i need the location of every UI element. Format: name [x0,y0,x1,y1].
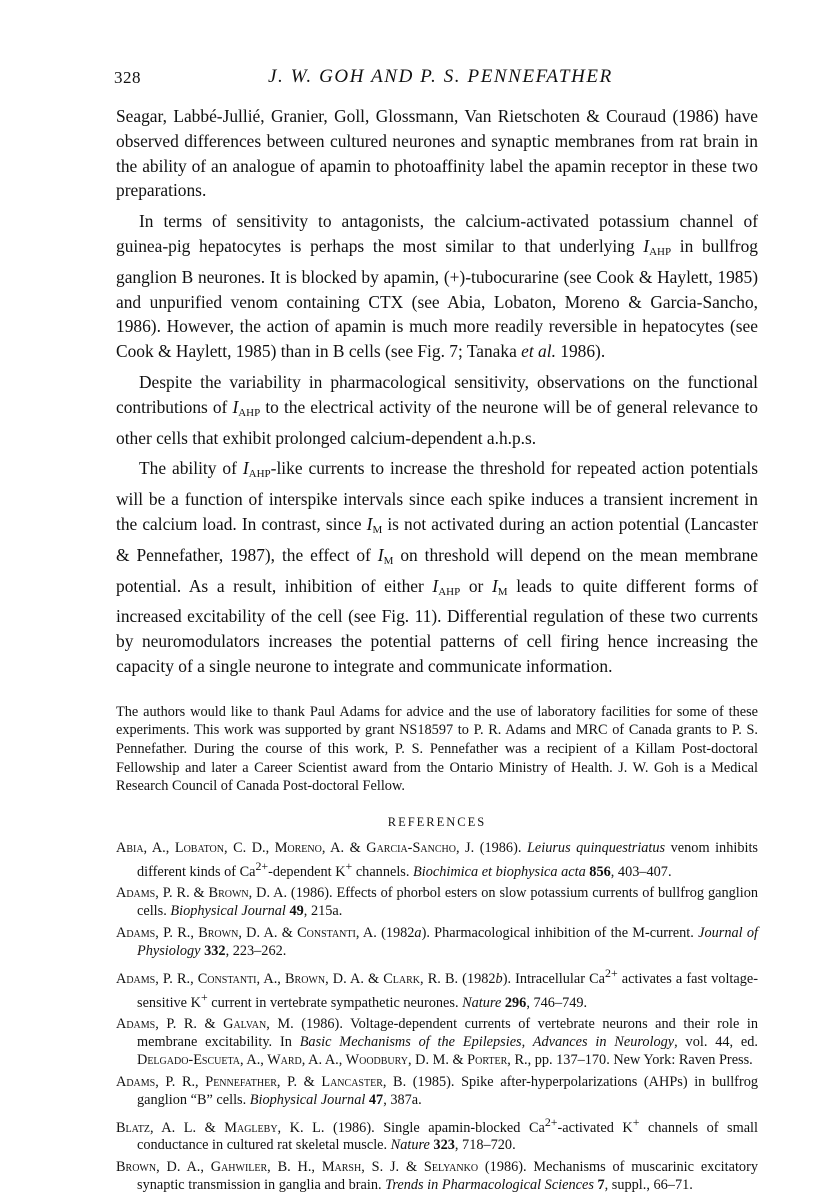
reference-item: Adams, P. R., Pennefather, P. & Lancaster, B. (1985). Spike after-hyperpolarizations (AHPs) in bullfrog ganglion “B” cells. Biophysical Journal 47, 387a. [116,1073,758,1108]
reference-volume: 856 [585,863,611,880]
reference-authors: Adams, P. R., Brown, D. A. & Constanti, A. [116,925,377,942]
current-subscript: AHP [438,585,461,598]
current-symbol: I [366,513,373,534]
reference-item: Adams, P. R. & Brown, D. A. (1986). Effects of phorbol esters on slow potassium currents of bullfrog ganglion cells. Biophysical Journal 49, 215a. [116,885,758,920]
reference-volume: 49 [285,903,304,920]
page-number: 328 [114,68,141,87]
reference-journal: Nature [390,1137,430,1154]
reference-item: Adams, P. R., Constanti, A., Brown, D. A. & Clark, R. B. (1982b). Intracellular $Ca^{2+}$ activates a fast voltage-sensitive K+ current in vertebrate sympathetic neurones. Nature 296, 746–749. [116,965,759,1011]
reference-item: Blatz, A. L. & Magleby, K. L. (1986). Single apamin-blocked $Ca^{2+}$-activated K+ channels of small conductance in cultured rat skeletal muscle. Nature 323, 718–720. [116,1114,758,1154]
page [116,64,758,1199]
reference-item: Abia, A., Lobaton, C. D., Moreno, A. & Garcia-Sancho, J. (1986). Leiurus quinquestriatus venom inhibits different kinds of $Ca^{2+}$-dependent K+ channels. Biochimica et biophysica acta 856, 403–407. [116,839,758,880]
reference-authors: Abia, A., Lobaton, C. D., Moreno, A. & Garcia-Sancho, J. [116,839,475,856]
reference-item: Adams, P. R., Brown, D. A. & Constanti, A. (1982a). Pharmacological inhibition of the M-current. Journal of Physiology 332, 223–262. [116,925,758,959]
current-subscript: M [497,585,508,598]
reference-journal: Biophysical Journal [249,1091,366,1108]
reference-journal: Nature [462,994,502,1011]
reference-volume: 47 [365,1091,384,1108]
current-subscript: M [383,554,394,567]
reference-journal: Biochimica et biophysica acta [413,863,586,880]
current-subscript: M [372,523,383,536]
reference-authors: Blatz, A. L. & Magleby, K. L. [116,1119,325,1136]
reference-journal: Journal of Physiology [137,925,758,959]
reference-volume: 323 [429,1137,455,1154]
reference-authors: Adams, P. R., Constanti, A., Brown, D. A. & Clark, R. B. [116,970,459,987]
paragraph-1: Seagar, Labbé-Jullié, Granier, Goll, Glossmann, Van Rietschoten & Couraud (1986) have observed differences between cultured neurones and synaptic membranes from rat brain in the ability of an analogue of apamin to photoaffinity label the apamin receptor in these two preparations. [116,106,758,201]
current-subscript: AHP [238,406,261,419]
body-text [116,104,758,679]
paragraph-4: The ability of $I_{AHP}$-like currents to increase the threshold for repeated action potentials will be a function of interspike intervals since each spike induces a transient increment in the calcium load. In contrast, since $I_M$ is not activated during an action potential (Lancaster & Pennefather, 1987), the effect of $I_M$ on threshold will depend on the mean membrane potential. As a result, inhibition of either $I_{AHP}$ or $I_M$ leads to quite different forms of increased excitability of the cell (see Fig. 11). Differential regulation of these two currents by neuromodulators increases the potential patterns of cell firing hence increasing the capacity of a single neurone to integrate and communicate information. [116,458,758,676]
paragraph-3: Despite the variability in pharmacological sensitivity, observations on the functional contributions of $I_{AHP}$ to the electrical activity of the neurone will be of general relevance to other cells that exhibit prolonged calcium-dependent a.h.p.s. [116,371,758,448]
current-symbol: I [643,235,650,256]
reference-editors: Delgado-Escueta, A., Ward, A. A., Woodbury, D. M. & Porter, R. [137,1052,528,1069]
running-title: J. W. GOH AND P. S. PENNEFATHER [268,66,613,87]
current-symbol: I [242,458,249,479]
current-symbol: I [432,575,439,596]
reference-item: Brown, D. A., Gahwiler, B. H., Marsh, S. J. & Selyanko (1986). Mechanisms of muscarinic excitatory synaptic transmission in ganglia and brain. Trends in Pharmacological Sciences 7, suppl., 66–71. [116,1159,758,1194]
paragraph-2: In terms of sensitivity to antagonists, the calcium-activated potassium channel of guinea-pig hepatocytes is perhaps the most similar to that underlying $I_{AHP}$ in bullfrog ganglion B neurones. It is blocked by apamin, (+)-tubocurarine (see Cook & Haylett, 1985) and unpurified venom containing CTX (see Abia, Lobaton, Moreno & Garcia-Sancho, 1986). However, the action of apamin is much more readily reversible in hepatocytes (see Cook & Haylett, 1985) than in B cells (see Fig. 7; Tanaka et al. 1986). [116,211,758,362]
reference-authors: Brown, D. A., Gahwiler, B. H., Marsh, S. J. & Selyanko [116,1159,479,1176]
reference-item: Adams, P. R. & Galvan, M. (1986). Voltage-dependent currents of vertebrate neurons and their role in membrane excitability. In Basic Mechanisms of the Epilepsies, Advances in Neurology, vol. 44, ed. Delgado-Escueta, A., Ward, A. A., Woodbury, D. M. & Porter, R., pp. 137–170. New York: Raven Press. [116,1016,758,1069]
reference-list [116,840,758,1195]
references-heading: REFERENCES [387,814,487,829]
reference-volume: 7 [593,1177,605,1194]
acknowledgements: The authors would like to thank Paul Adams for advice and the use of laboratory facilities for some of these experiments. This work was supported by grant NS18597 to P. R. Adams and MRC of Canada grants to P. S. Pennefather. During the course of this work, P. S. Pennefather was a recipient of a Killam Post-doctoral Fellowship and later a Career Scientist award from the Ontario Ministry of Health. J. W. Goh is a Medical Research Council of Canada Post-doctoral Fellow. [116,703,758,795]
reference-book: Basic Mechanisms of the Epilepsies, Advances in Neurology [299,1034,675,1051]
current-symbol: I [232,396,239,417]
reference-volume: 296 [501,994,527,1011]
reference-authors: Adams, P. R. & Galvan, M. [116,1016,294,1033]
running-header [116,64,758,90]
current-subscript: AHP [649,245,672,258]
reference-authors: Adams, P. R. & Brown, D. A. [116,885,288,902]
reference-journal: Trends in Pharmacological Sciences [385,1177,594,1194]
current-symbol: I [377,544,384,565]
reference-authors: Adams, P. R., Pennefather, P. & Lancaster, B. [116,1073,407,1090]
reference-journal: Biophysical Journal [170,903,286,920]
reference-volume: 332 [200,943,226,959]
current-symbol: I [491,575,498,596]
current-subscript: AHP [248,468,271,481]
